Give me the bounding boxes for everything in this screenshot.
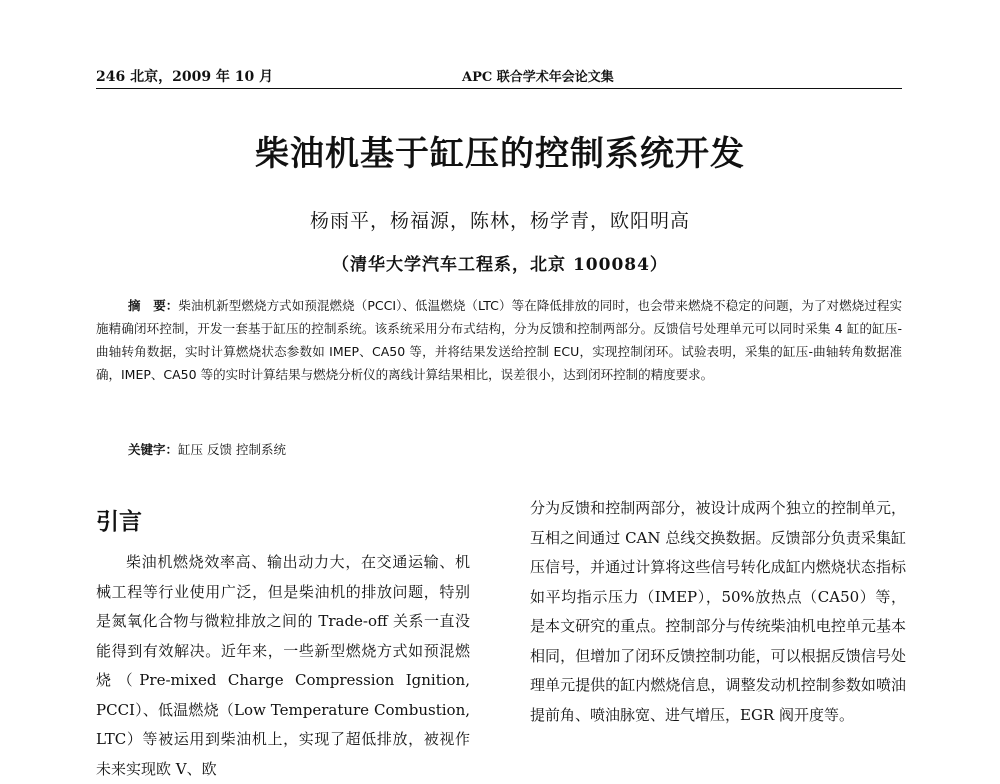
left-column [96, 548, 470, 784]
header-page-date: 246 北京，2009 年 10 月 [96, 69, 274, 85]
right-column-paragraph: 分为反馈和控制两部分，被设计成两个独立的控制单元，互相之间通过 CAN 总线交换数据。反馈部分负责采集缸压信号，并通过计算将这些信号转化成缸内燃烧状态指标如平均指示压力（IMEP），50%放热点（CA50）等，是本文研究的重点。控制部分与传统柴油机电控单元基本相同，但增加了闭环反馈控制功能，可以根据反馈信号处理单元提供的缸内燃烧信息，调整发动机控制参数如喷油提前角、喷油脉宽、进气增压，EGR 阀开度等。 [530, 499, 906, 724]
header-proceedings-title: APC 联合学术年会论文集 [462, 70, 614, 85]
abstract-label: 摘 要： [128, 298, 179, 313]
intro-paragraph: 柴油机燃烧效率高、输出动力大，在交通运输、机械工程等行业使用广泛，但是柴油机的排放问题，特别是氮氧化合物与微粒排放之间的 Trade-off 关系一直没能得到有效解决。近年来，一些新型燃烧方式如预混燃烧（Pre-mixed Charge Compression Ignition, PCCI）、低温燃烧（Low Temperature Combustion, LTC）等被运用到柴油机上，实现了超低排放，被视作未来实现欧 V、欧 [96, 553, 470, 778]
keywords-text: 缸压 反馈 控制系统 [178, 442, 286, 457]
author-list: 杨雨平，杨福源，陈林，杨学青，欧阳明高 [309, 210, 690, 232]
affiliation: （清华大学汽车工程系，北京 100084） [332, 255, 668, 275]
running-header [96, 64, 902, 89]
paper-title: 柴油机基于缸压的控制系统开发 [255, 134, 745, 174]
abstract-text: 柴油机新型燃烧方式如预混燃烧（PCCI）、低温燃烧（LTC）等在降低排放的同时，也会带来燃烧不稳定的问题，为了对燃烧过程实施精确闭环控制，开发一套基于缸压的控制系统。该系统采用分布式结构，分为反馈和控制两部分。反馈信号处理单元可以同时采集 4 缸的缸压-曲轴转角数据，实时计算燃烧状态参数如 IMEP、CA50 等，并将结果发送给控制 ECU，实现控制闭环。试验表明，采集的缸压-曲轴转角数据准确，IMEP、CA50 等的实时计算结果与燃烧分析仪的离线计算结果相比，误差很小，达到闭环控制的精度要求。 [96, 298, 902, 382]
abstract [96, 294, 902, 386]
keywords [128, 440, 286, 458]
keywords-label: 关键字： [128, 442, 179, 457]
section-title-introduction: 引言 [96, 509, 142, 535]
right-column [530, 494, 906, 730]
